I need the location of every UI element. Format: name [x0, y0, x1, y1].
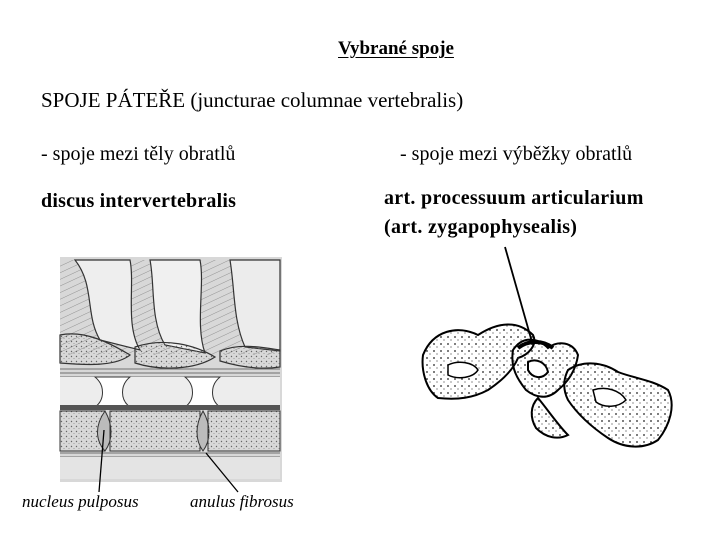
left-term: discus intervertebralis — [41, 190, 237, 212]
label-nucleus-pulposus: nucleus pulposus — [22, 492, 139, 511]
label-anulus-fibrosus: anulus fibrosus — [190, 492, 294, 511]
right-term-line1: art. processuum articularium — [384, 187, 644, 209]
section-heading: SPOJE PÁTEŘE (juncturae columnae vertebralis) — [41, 88, 464, 112]
zygapophyseal-joint-illustration — [418, 300, 678, 455]
left-subheading: - spoje mezi těly obratlů — [41, 143, 236, 165]
right-term-line2: (art. zygapophysealis) — [384, 216, 578, 238]
right-subheading: - spoje mezi výběžky obratlů — [400, 143, 633, 165]
slide-title-text: Vybrané spoje — [338, 38, 454, 59]
